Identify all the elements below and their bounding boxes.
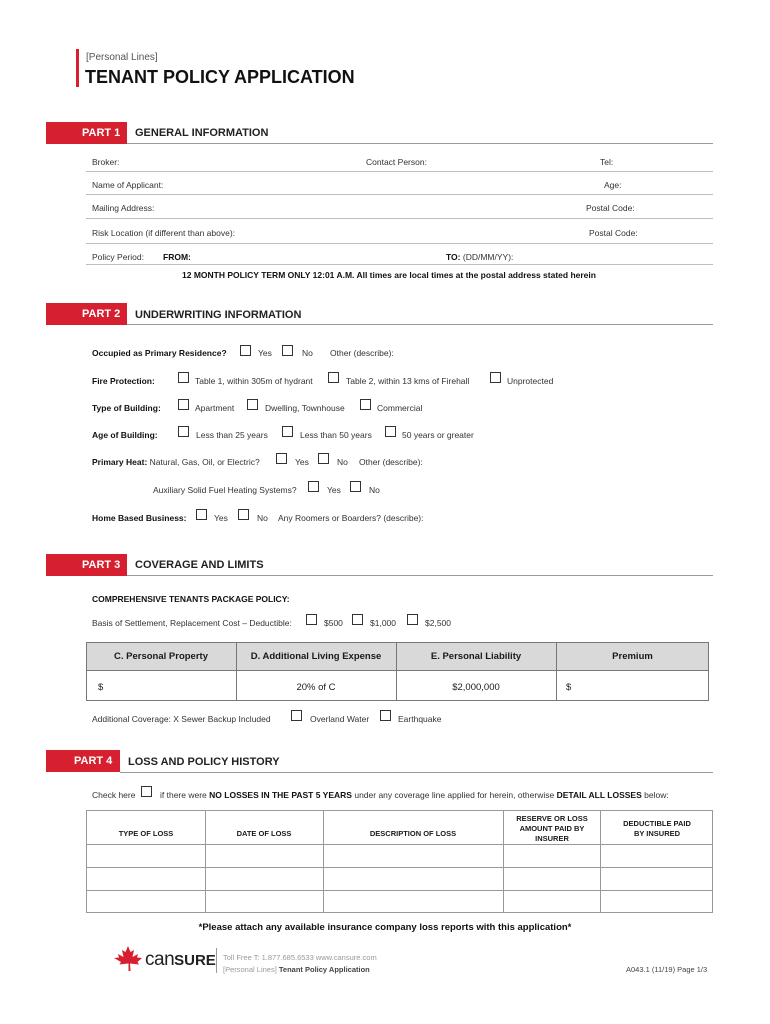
earthquake-label: Earthquake xyxy=(398,714,442,724)
part1-label: PART 1 xyxy=(82,127,121,139)
aux-yes-checkbox[interactable] xyxy=(308,481,319,492)
earthquake-checkbox[interactable] xyxy=(380,710,391,721)
part4-label: PART 4 xyxy=(74,755,113,767)
attach-reports-note: *Please attach any available insurance company loss reports with this application* xyxy=(198,922,572,933)
check-here-label: Check here xyxy=(92,790,136,800)
building-commercial-checkbox[interactable] xyxy=(360,399,371,410)
age-lt50-label: Less than 50 years xyxy=(300,430,372,440)
part3-label-bar xyxy=(46,554,127,576)
occupied-no-checkbox[interactable] xyxy=(282,345,293,356)
tel-label: Tel: xyxy=(600,157,614,167)
aux-no-label: No xyxy=(369,485,380,495)
deductible-500-label: $500 xyxy=(324,618,343,628)
occupied-yes-checkbox[interactable] xyxy=(240,345,251,356)
header-accent-bar xyxy=(76,49,79,87)
home-business-yes-label: Yes xyxy=(214,513,228,523)
part1-title: GENERAL INFORMATION xyxy=(135,127,269,139)
home-business-no-label: No xyxy=(257,513,268,523)
deductible-2500-checkbox[interactable] xyxy=(407,614,418,625)
part3-divider xyxy=(127,575,713,576)
age-50plus-checkbox[interactable] xyxy=(385,426,396,437)
policy-period-line[interactable] xyxy=(86,264,713,265)
part4-title: LOSS AND POLICY HISTORY xyxy=(128,756,280,768)
deductible-1000-label: $1,000 xyxy=(370,618,396,628)
fire-unprotected-checkbox[interactable] xyxy=(490,372,501,383)
premium-value[interactable]: $ xyxy=(566,682,572,693)
part2-title: UNDERWRITING INFORMATION xyxy=(135,309,302,321)
home-business-no-checkbox[interactable] xyxy=(238,509,249,520)
personal-property-value[interactable]: $ xyxy=(98,682,104,693)
age-lt25-label: Less than 25 years xyxy=(196,430,268,440)
part3-label: PART 3 xyxy=(82,559,121,571)
loss-history-table xyxy=(86,810,713,913)
policy-term-note: 12 MONTH POLICY TERM ONLY 12:01 A.M. All times are local times at the postal address stated herein xyxy=(182,270,596,280)
header-subtitle: [Personal Lines] xyxy=(86,52,158,63)
fire-table1-label: Table 1, within 305m of hydrant xyxy=(195,376,313,386)
to-label-group xyxy=(446,252,513,262)
auxiliary-heat-question: Auxiliary Solid Fuel Heating Systems? xyxy=(153,485,297,495)
fire-protection-question: Fire Protection: xyxy=(92,376,155,386)
building-type-question: Type of Building: xyxy=(92,403,161,413)
deductible-500-checkbox[interactable] xyxy=(306,614,317,625)
part4-divider xyxy=(120,772,713,773)
additional-living-value: 20% of C xyxy=(296,682,336,693)
date-of-loss-header: DATE OF LOSS xyxy=(236,829,292,838)
no-losses-statement xyxy=(160,790,669,800)
policy-period-label: Policy Period: xyxy=(92,252,144,262)
risk-postal-code-label: Postal Code: xyxy=(589,228,638,238)
deductible-1000-checkbox[interactable] xyxy=(352,614,363,625)
roomers-question: Any Roomers or Boarders? (describe): xyxy=(278,513,424,523)
personal-property-header: C. Personal Property xyxy=(114,651,208,662)
building-apartment-label: Apartment xyxy=(195,403,235,413)
part3-title: COVERAGE AND LIMITS xyxy=(135,559,264,571)
risk-line[interactable] xyxy=(86,243,713,244)
home-business-yes-checkbox[interactable] xyxy=(196,509,207,520)
deductible-2500-label: $2,500 xyxy=(425,618,451,628)
form-bracket: [Personal Lines] xyxy=(223,965,277,974)
type-of-loss-header: TYPE OF LOSS xyxy=(118,829,174,838)
additional-coverage-label: Additional Coverage: X Sewer Backup Included xyxy=(92,714,271,724)
part2-label: PART 2 xyxy=(82,308,121,320)
cansure-logo xyxy=(112,945,216,975)
part1-divider xyxy=(127,143,713,144)
part1-label-bar xyxy=(46,122,127,144)
part2-label-bar xyxy=(46,303,127,325)
description-of-loss-header: DESCRIPTION OF LOSS xyxy=(369,829,457,838)
fire-unprotected-label: Unprotected xyxy=(507,376,554,386)
building-dwelling-checkbox[interactable] xyxy=(247,399,258,410)
no-losses-text-a: if there were xyxy=(160,790,207,800)
form-name-line xyxy=(223,965,370,974)
package-policy-label: COMPREHENSIVE TENANTS PACKAGE POLICY: xyxy=(92,594,290,604)
loss-row[interactable] xyxy=(87,891,712,912)
coverage-table xyxy=(86,642,709,702)
personal-liability-value: $2,000,000 xyxy=(452,682,500,693)
primary-heat-question: Primary Heat: xyxy=(92,457,148,467)
overland-water-checkbox[interactable] xyxy=(291,710,302,721)
overland-water-label: Overland Water xyxy=(310,714,370,724)
page-info: A043.1 (11/19) Page 1/3 xyxy=(626,965,708,974)
form-name: Tenant Policy Application xyxy=(278,965,370,974)
occupied-question: Occupied as Primary Residence? xyxy=(92,348,227,358)
brand-sure: SURE xyxy=(174,952,216,969)
heat-yes-checkbox[interactable] xyxy=(276,453,287,464)
deductible-paid-header: DEDUCTIBLE PAID BY INSURED xyxy=(623,819,691,838)
to-label: TO: xyxy=(446,252,461,262)
reserve-paid-header: RESERVE OR LOSS AMOUNT PAID BY INSURER xyxy=(516,814,588,843)
toll-free-line: Toll Free T: 1.877.685.6533 www.cansure.com xyxy=(223,953,377,962)
no-losses-checkbox[interactable] xyxy=(141,786,152,797)
mailing-line[interactable] xyxy=(86,218,713,219)
additional-living-header: D. Additional Living Expense xyxy=(250,651,382,662)
from-label: FROM: xyxy=(163,252,191,262)
no-losses-text-e: below: xyxy=(644,790,669,800)
age-lt50-checkbox[interactable] xyxy=(282,426,293,437)
fire-table2-checkbox[interactable] xyxy=(328,372,339,383)
premium-header: Premium xyxy=(612,651,653,662)
basis-of-settlement-label: Basis of Settlement, Replacement Cost – Deductible: xyxy=(92,618,292,628)
fire-table2-label: Table 2, within 13 kms of Firehall xyxy=(346,376,470,386)
loss-row[interactable] xyxy=(87,845,712,867)
aux-yes-label: Yes xyxy=(327,485,341,495)
maple-leaf-icon xyxy=(112,945,144,973)
fire-table1-checkbox[interactable] xyxy=(178,372,189,383)
primary-heat-group xyxy=(92,457,260,467)
occupied-other-label: Other (describe): xyxy=(330,348,394,358)
footer-divider xyxy=(216,948,217,973)
no-losses-text-d: DETAIL ALL LOSSES xyxy=(556,790,642,800)
building-age-question: Age of Building: xyxy=(92,430,158,440)
postal-code-label: Postal Code: xyxy=(586,203,635,213)
risk-location-label: Risk Location (if different than above): xyxy=(92,228,236,238)
part4-label-bar xyxy=(46,750,120,772)
age-label: Age: xyxy=(604,180,622,190)
home-business-question: Home Based Business: xyxy=(92,513,187,523)
personal-liability-header: E. Personal Liability xyxy=(430,651,522,662)
to-format: (DD/MM/YY): xyxy=(462,252,514,262)
heat-other-label: Other (describe): xyxy=(359,457,423,467)
building-apartment-checkbox[interactable] xyxy=(178,399,189,410)
mailing-label: Mailing Address: xyxy=(92,203,155,213)
applicant-label: Name of Applicant: xyxy=(92,180,164,190)
broker-line[interactable] xyxy=(86,171,713,172)
brand-can: can xyxy=(145,949,175,970)
applicant-line[interactable] xyxy=(86,194,713,195)
age-50plus-label: 50 years or greater xyxy=(402,430,474,440)
primary-heat-sub: Natural, Gas, Oil, or Electric? xyxy=(149,457,260,467)
loss-row[interactable] xyxy=(87,868,712,890)
no-losses-text-c: under any coverage line applied for herein, otherwise xyxy=(354,790,555,800)
occupied-no-label: No xyxy=(302,348,313,358)
heat-yes-label: Yes xyxy=(295,457,309,467)
age-lt25-checkbox[interactable] xyxy=(178,426,189,437)
cansure-wordmark xyxy=(145,949,216,971)
page-title: TENANT POLICY APPLICATION xyxy=(85,67,355,87)
heat-no-label: No xyxy=(337,457,348,467)
part2-divider xyxy=(127,324,713,325)
aux-no-checkbox[interactable] xyxy=(350,481,361,492)
heat-no-checkbox[interactable] xyxy=(318,453,329,464)
broker-label: Broker: xyxy=(92,157,120,167)
no-losses-text-b: NO LOSSES IN THE PAST 5 YEARS xyxy=(209,790,352,800)
building-dwelling-label: Dwelling, Townhouse xyxy=(265,403,345,413)
contact-label: Contact Person: xyxy=(366,157,427,167)
occupied-yes-label: Yes xyxy=(258,348,272,358)
building-commercial-label: Commercial xyxy=(377,403,423,413)
